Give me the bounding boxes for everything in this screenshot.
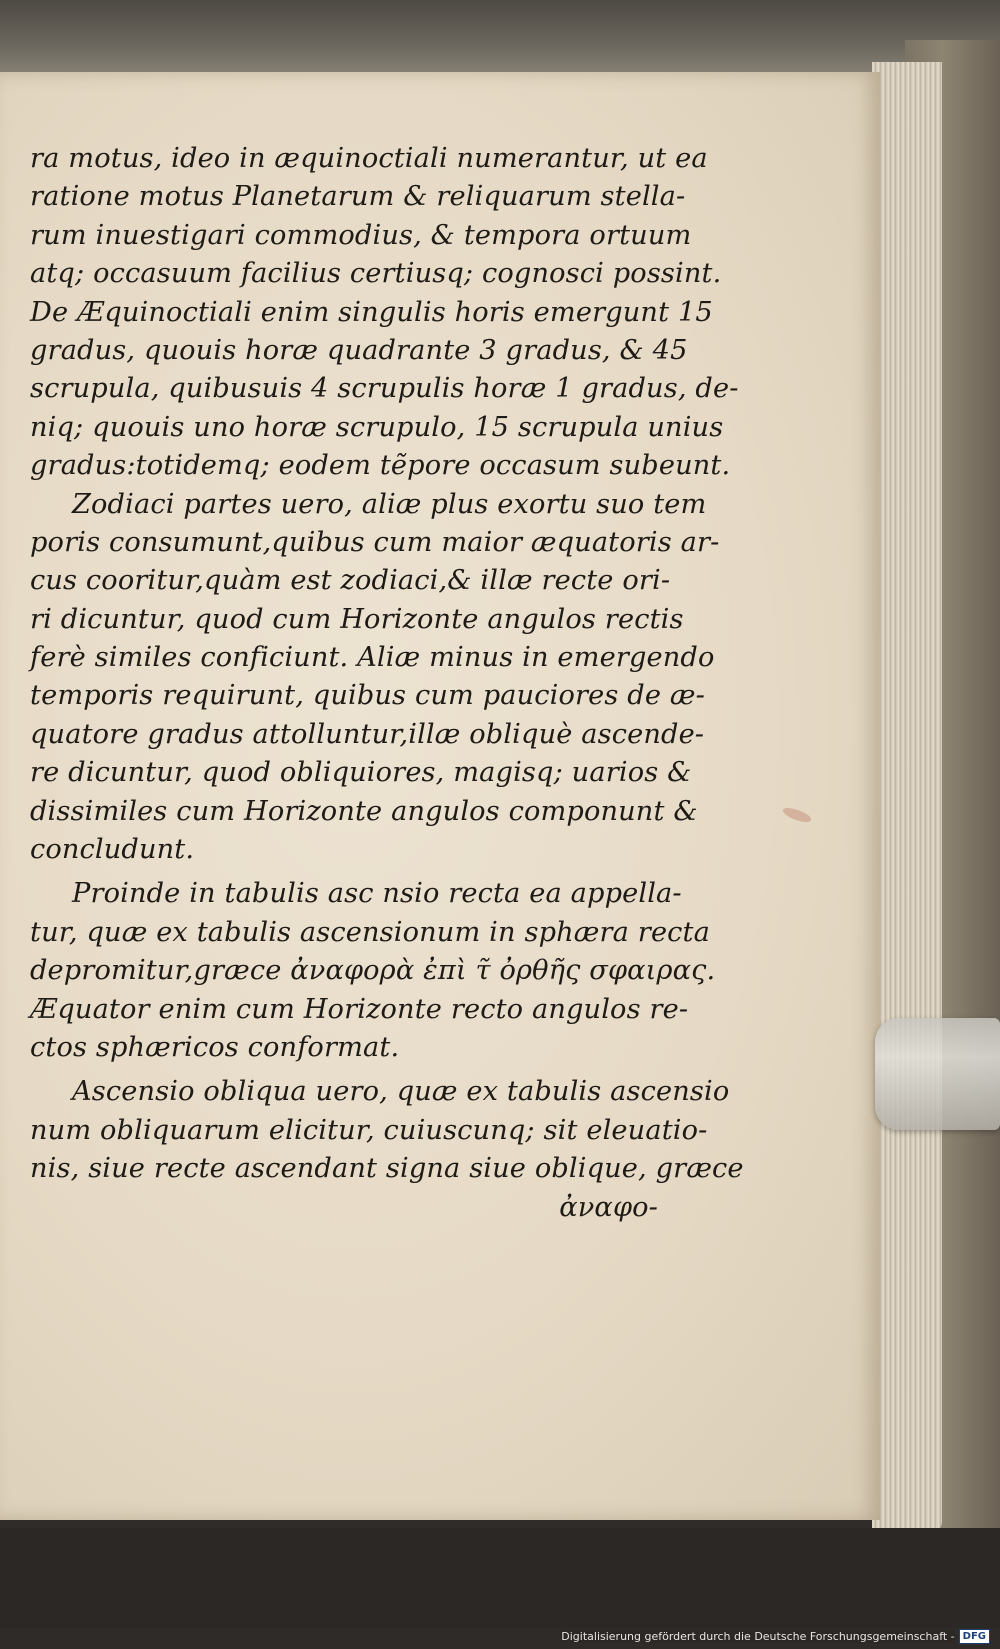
text-line: depromitur,græce ἀναφορὰ ἐπὶ τ̃ ὀρθῆς σφαιρας. [30,955,716,987]
text-line: temporis requirunt, quibus cum pauciores de æ- [30,680,705,712]
text-line: ctos sphæricos conformat. [30,1031,400,1063]
text-line: num obliquarum elicitur, cuiuscunq; sit eleuatio- [30,1114,708,1146]
page-edges [872,62,942,1532]
text-line: scrupula, quibusuis 4 scrupulis horæ 1 gradus, de- [30,373,739,405]
text-line: niq; quouis uno horæ scrupulo, 15 scrupula unius [30,411,724,443]
text-line: ra motus, ideo in æquinoctiali numerantur, ut ea [30,143,708,174]
text-line: poris consumunt,quibus cum maior æquatoris ar- [30,526,720,558]
text-line: atq; occasuum facilius certiusq; cognosci possint. [30,258,722,290]
text-line: cus cooritur,quàm est zodiaci,& illæ recte ori- [30,565,671,597]
text-line: nis, siue recte ascendant signa siue oblique, græce [30,1153,744,1185]
text-line: rum inuestigari commodius, & tempora ortuum [30,219,692,251]
scan-background [0,1528,1000,1628]
text-line: dissimiles cum Horizonte angulos componunt & [30,795,698,827]
text-line: tur, quæ ex tabulis ascensionum in sphæra recta [30,916,710,948]
dfg-logo: DFG [959,1629,990,1644]
text-line: gradus, quouis horæ quadrante 3 gradus, & 45 [30,334,688,366]
text-line: De Æquinoctiali enim singulis horis emergunt 15 [30,296,713,328]
book-binding-top [0,0,1000,78]
text-line: re dicuntur, quod obliquiores, magisq; uarios & [30,757,692,789]
text-line: Æquator enim cum Horizonte recto angulos re- [30,993,689,1025]
page-text [30,140,744,1227]
catchword: ἀναφο- [559,1191,658,1223]
text-line: quatore gradus attolluntur,illæ obliquè ascende- [30,718,705,750]
text-line: gradus:totidemq; eodem tẽpore occasum subeunt. [30,450,731,482]
book-clip [875,1018,1000,1130]
text-line: ratione motus Planetarum & reliquarum stella- [30,181,686,213]
text-line: Proinde in tabulis asc nsio recta ea appella- [72,878,682,910]
text-line: ri dicuntur, quod cum Horizonte angulos rectis [30,603,684,635]
text-line: Zodiaci partes uero, aliæ plus exortu suo tem [72,488,707,520]
digitization-credit [561,1628,990,1645]
text-line: Ascensio obliqua uero, quæ ex tabulis ascensio [72,1076,730,1108]
text-line: concludunt. [30,834,195,866]
text-line: ferè similes conficiunt. Aliæ minus in emergendo [30,642,715,674]
credit-text: Digitalisierung gefördert durch die Deutsche Forschungsgemeinschaft - [561,1630,955,1643]
